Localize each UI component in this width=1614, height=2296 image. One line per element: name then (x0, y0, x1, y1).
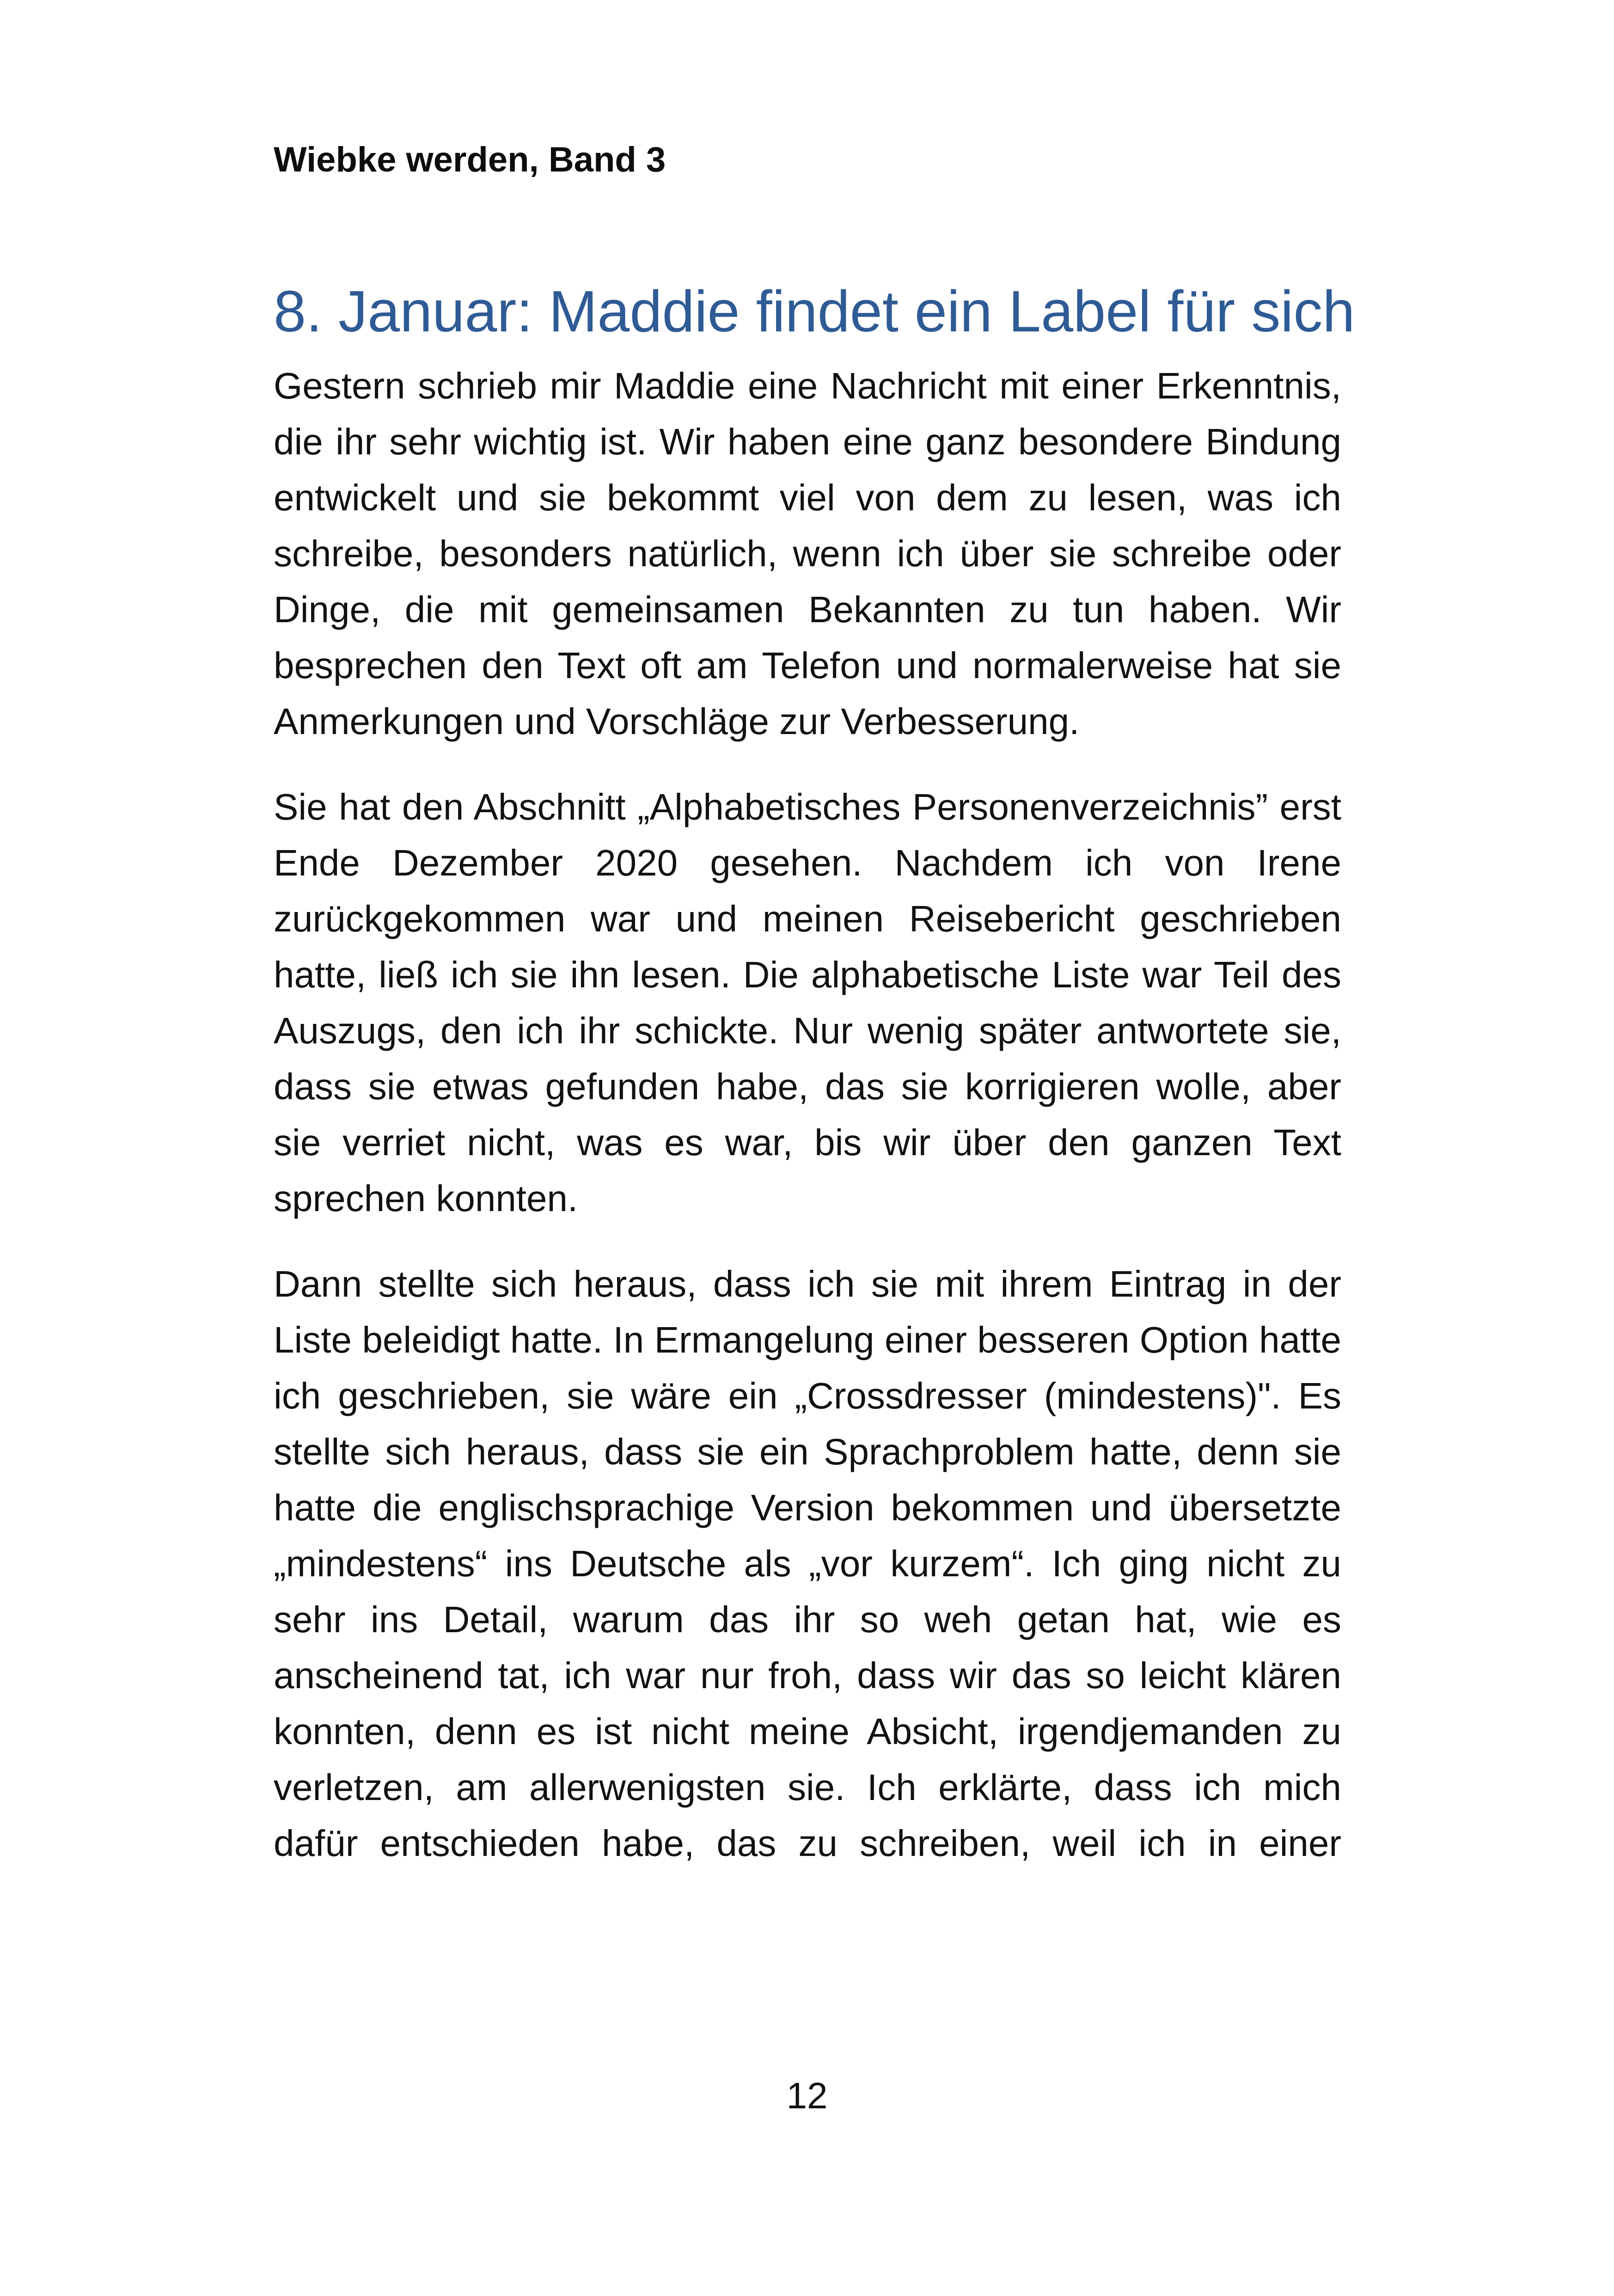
paragraph-2: Sie hat den Abschnitt „Alphabetisches Personenverzeichnis” erst Ende Dezember 2020 gesehen. Nachdem ich von Irene zurückgekommen war und meinen Reisebericht geschrieben hatte, ließ ich sie ihn lesen. Die alphabetische Liste war Teil des Auszugs, den ich ihr schickte. Nur wenig später antwortete sie, dass sie etwas gefunden habe, das sie korrigieren wolle, aber sie verriet nicht, was es war, bis wir über den ganzen Text sprechen konnten. (274, 786, 1341, 1219)
body-text (274, 358, 1341, 1901)
chapter-title: 8. Januar: Maddie findet ein Label für sich (274, 279, 1355, 344)
paragraph-1: Gestern schrieb mir Maddie eine Nachricht mit einer Erkenntnis, die ihr sehr wichtig ist. Wir haben eine ganz besondere Bindung entwickelt und sie bekommt viel von dem zu lesen, was ich schreibe, besonders natürlich, wenn ich über sie schreibe oder Dinge, die mit gemeinsamen Bekannten zu tun haben. Wir besprechen den Text oft am Telefon und normalerweise hat sie Anmerkungen und Vorschläge zur Verbesserung. (274, 365, 1341, 742)
paragraph-3: Dann stellte sich heraus, dass ich sie mit ihrem Eintrag in der Liste beleidigt hatte. In Ermangelung einer besseren Option hatte ich geschrieben, sie wäre ein „Crossdresser (mindestens)". Es stellte sich heraus, dass sie ein Sprachproblem hatte, denn sie hatte die englischsprachige Version bekommen und übersetzte „mindestens“ ins Deutsche als „vor kurzem“. Ich ging nicht zu sehr ins Detail, warum das ihr so weh getan hat, wie es anscheinend tat, ich war nur froh, dass wir das so leicht klären konnten, denn es ist nicht meine Absicht, irgendjemanden zu verletzen, am allerwenigsten sie. Ich erklärte, dass ich mich dafür entschieden habe, das zu schreiben, weil ich in einer (274, 1263, 1341, 1864)
page-number: 12 (786, 2075, 828, 2116)
running-header: Wiebke werden, Band 3 (274, 140, 666, 179)
